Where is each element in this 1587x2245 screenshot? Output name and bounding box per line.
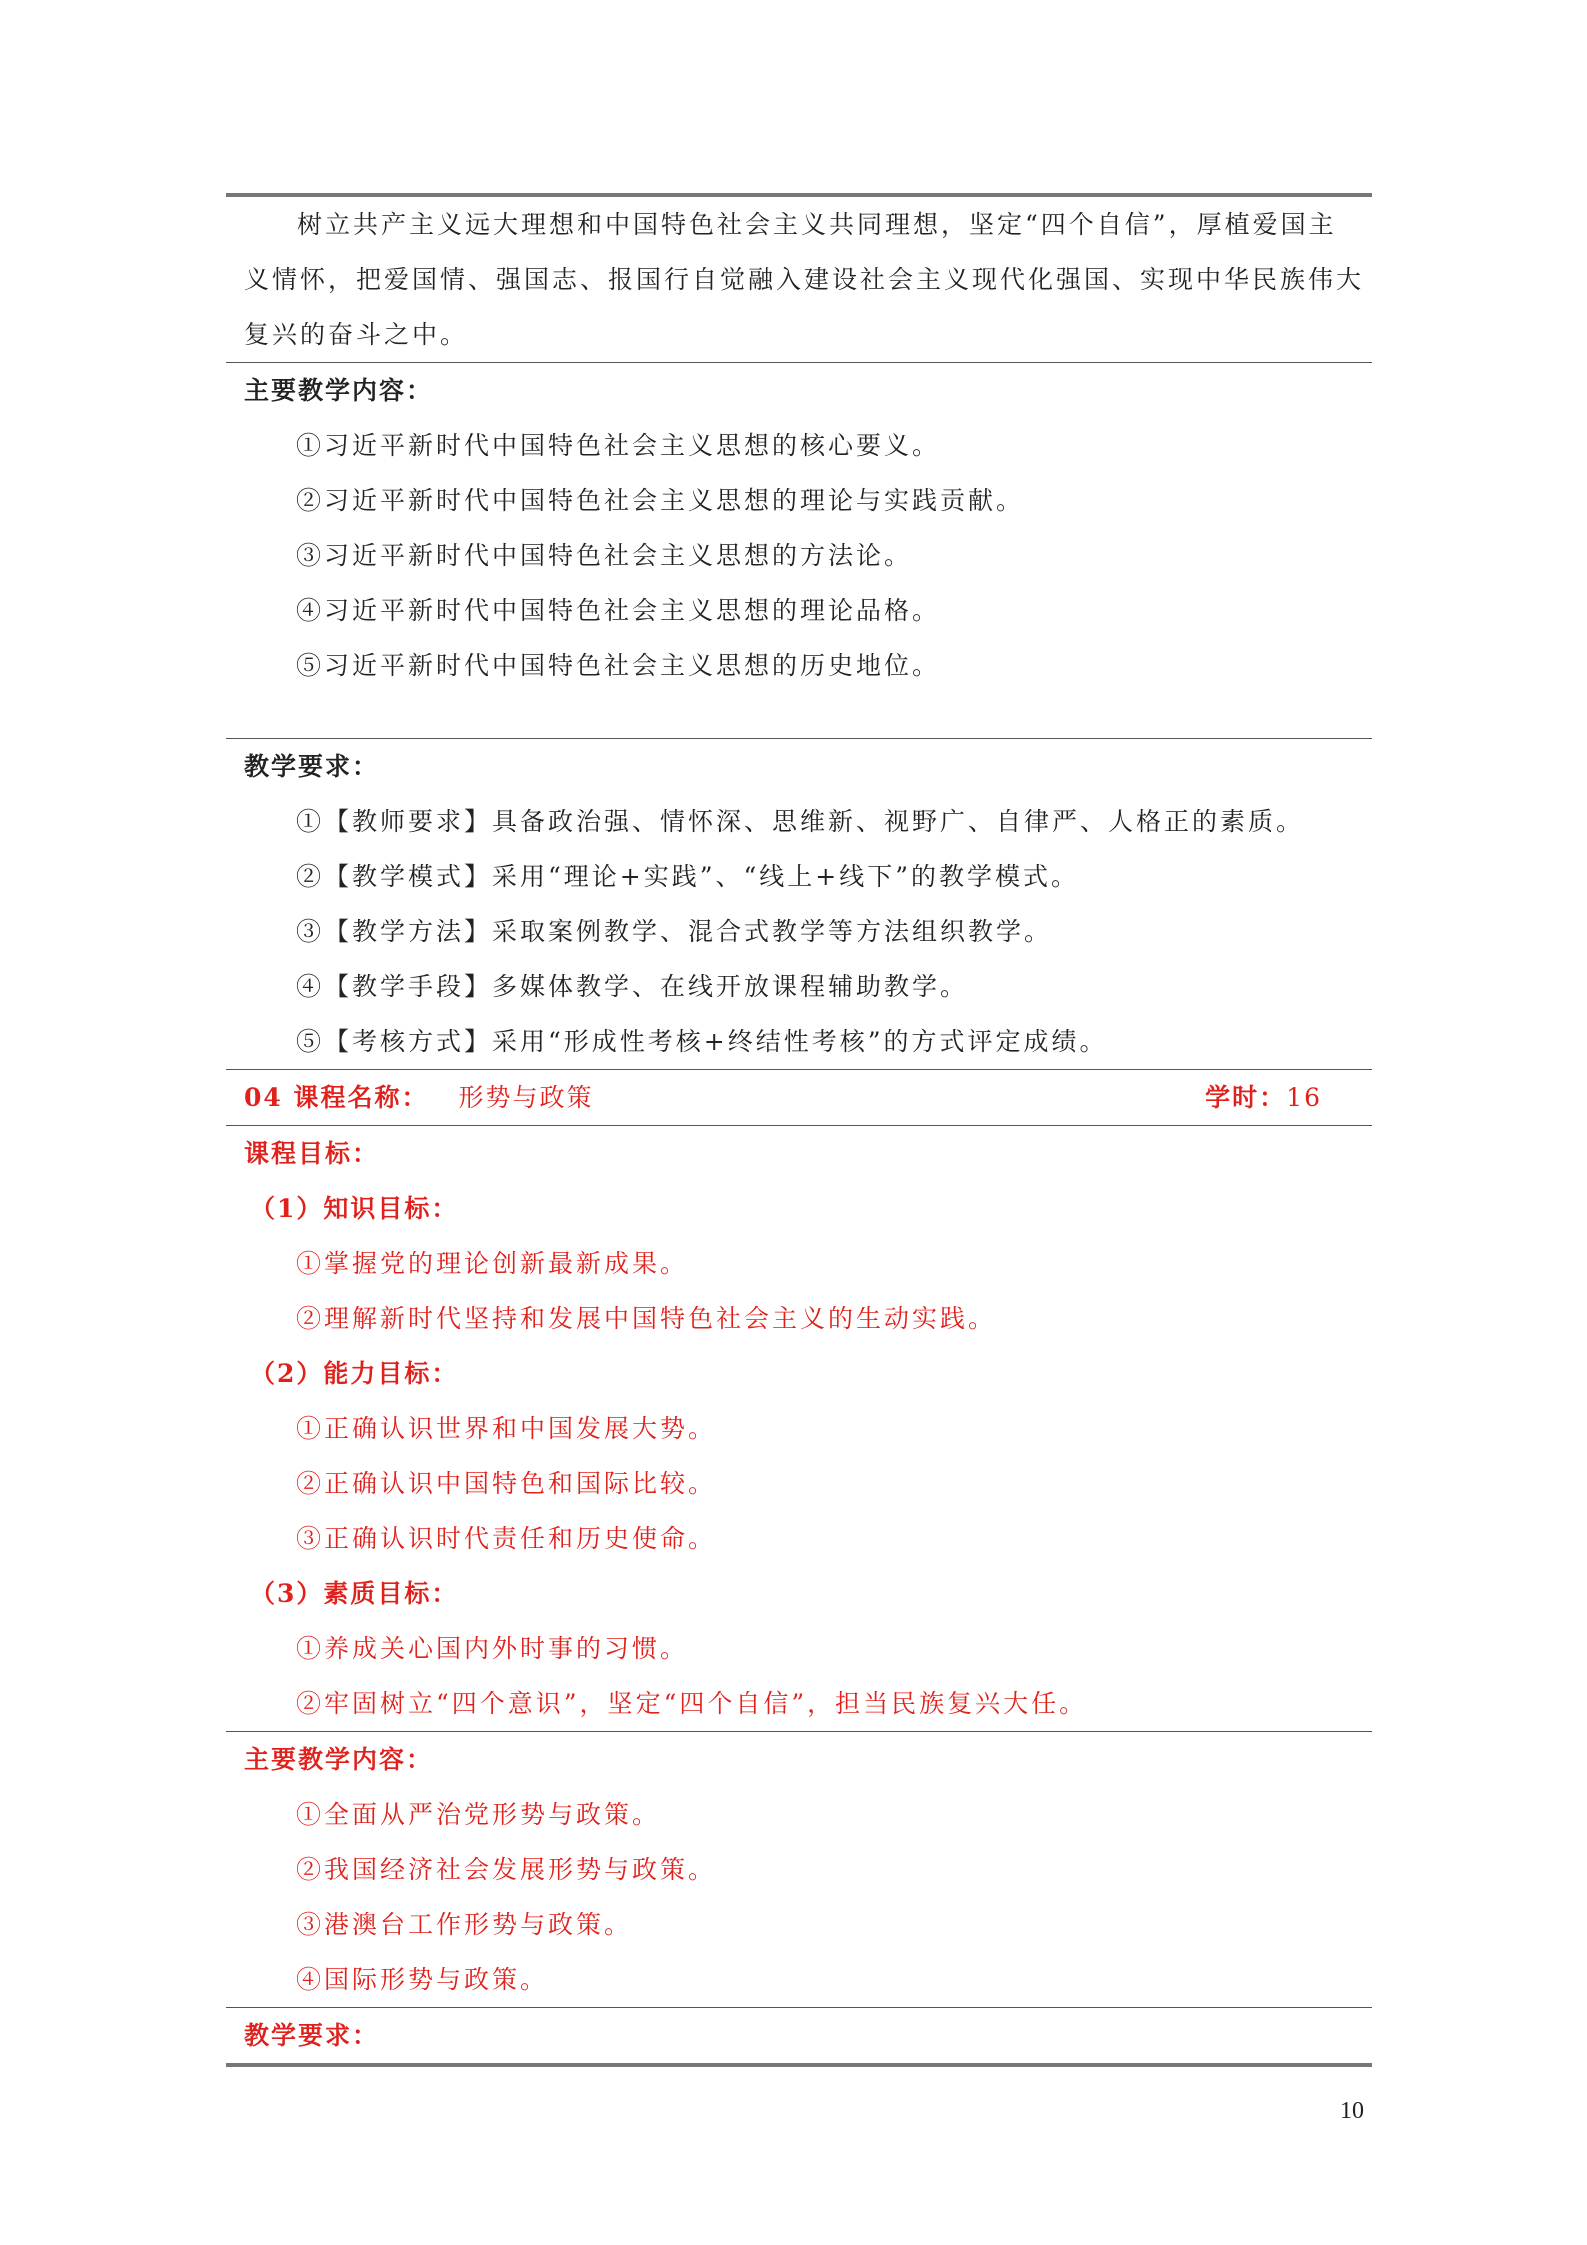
section-heading: 主要教学内容： bbox=[244, 376, 434, 405]
sub-heading: （1）知识目标： bbox=[250, 1194, 459, 1223]
section1-content bbox=[226, 363, 1372, 738]
list-item: ⑤【考核方式】采用“形成性考核+终结性考核”的方式评定成绩。 bbox=[296, 1027, 1108, 1056]
list-item: ④【教学手段】多媒体教学、在线开放课程辅助教学。 bbox=[296, 972, 969, 1001]
list-item: ②我国经济社会发展形势与政策。 bbox=[296, 1855, 717, 1884]
paragraph-line: 复兴的奋斗之中。 bbox=[244, 320, 469, 349]
sub-heading: （3）素质目标： bbox=[250, 1579, 459, 1608]
list-item: ④国际形势与政策。 bbox=[296, 1965, 549, 1994]
section-heading: 主要教学内容： bbox=[244, 1745, 434, 1774]
spacer bbox=[226, 693, 1372, 738]
section1-requirements bbox=[226, 739, 1372, 1069]
list-item: ①【教师要求】具备政治强、情怀深、思维新、视野广、自律严、人格正的素质。 bbox=[296, 807, 1305, 836]
list-item: ②习近平新时代中国特色社会主义思想的理论与实践贡献。 bbox=[296, 486, 1025, 515]
list-item: ④习近平新时代中国特色社会主义思想的理论品格。 bbox=[296, 596, 941, 625]
list-item: ①掌握党的理论创新最新成果。 bbox=[296, 1249, 689, 1278]
intro-paragraph bbox=[226, 197, 1372, 362]
paragraph-line: 义情怀，把爱国情、强国志、报国行自觉融入建设社会主义现代化强国、实现中华民族伟大 bbox=[244, 265, 1365, 294]
section-heading: 教学要求： bbox=[244, 2021, 380, 2050]
list-item: ③正确认识时代责任和历史使命。 bbox=[296, 1524, 717, 1553]
list-item: ③港澳台工作形势与政策。 bbox=[296, 1910, 633, 1939]
course-requirements bbox=[226, 2008, 1372, 2063]
list-item: ①养成关心国内外时事的习惯。 bbox=[296, 1634, 689, 1663]
list-item: ②【教学模式】采用“理论+实践”、“线上+线下”的教学模式。 bbox=[296, 862, 1080, 891]
course-header-row bbox=[226, 1070, 1372, 1125]
sub-heading: （2）能力目标： bbox=[250, 1359, 459, 1388]
list-item: ③【教学方法】采取案例教学、混合式教学等方法组织教学。 bbox=[296, 917, 1053, 946]
list-item: ①习近平新时代中国特色社会主义思想的核心要义。 bbox=[296, 431, 941, 460]
list-item: ②牢固树立“四个意识”，坚定“四个自信”，担当民族复兴大任。 bbox=[296, 1689, 1088, 1718]
hours-label: 学时： bbox=[1205, 1083, 1287, 1112]
paragraph-line: 树立共产主义远大理想和中国特色社会主义共同理想，坚定“四个自信”，厚植爱国主 bbox=[297, 210, 1337, 239]
list-item: ③习近平新时代中国特色社会主义思想的方法论。 bbox=[296, 541, 913, 570]
course-table bbox=[226, 193, 1372, 2067]
section-heading: 教学要求： bbox=[244, 752, 380, 781]
table-bottom-rule bbox=[226, 2063, 1372, 2067]
course-content bbox=[226, 1732, 1372, 2007]
course-name-label: 04 课程名称： bbox=[244, 1083, 429, 1112]
section-heading: 课程目标： bbox=[244, 1139, 380, 1168]
course-name-value: 形势与政策 bbox=[458, 1083, 594, 1112]
list-item: ⑤习近平新时代中国特色社会主义思想的历史地位。 bbox=[296, 651, 941, 680]
list-item: ①全面从严治党形势与政策。 bbox=[296, 1800, 661, 1829]
page-number: 10 bbox=[1340, 2098, 1364, 2124]
list-item: ②正确认识中国特色和国际比较。 bbox=[296, 1469, 717, 1498]
hours-value: 16 bbox=[1286, 1083, 1322, 1112]
course-goals bbox=[226, 1126, 1372, 1731]
list-item: ①正确认识世界和中国发展大势。 bbox=[296, 1414, 717, 1443]
course-hours bbox=[1205, 1070, 1322, 1125]
list-item: ②理解新时代坚持和发展中国特色社会主义的生动实践。 bbox=[296, 1304, 997, 1333]
